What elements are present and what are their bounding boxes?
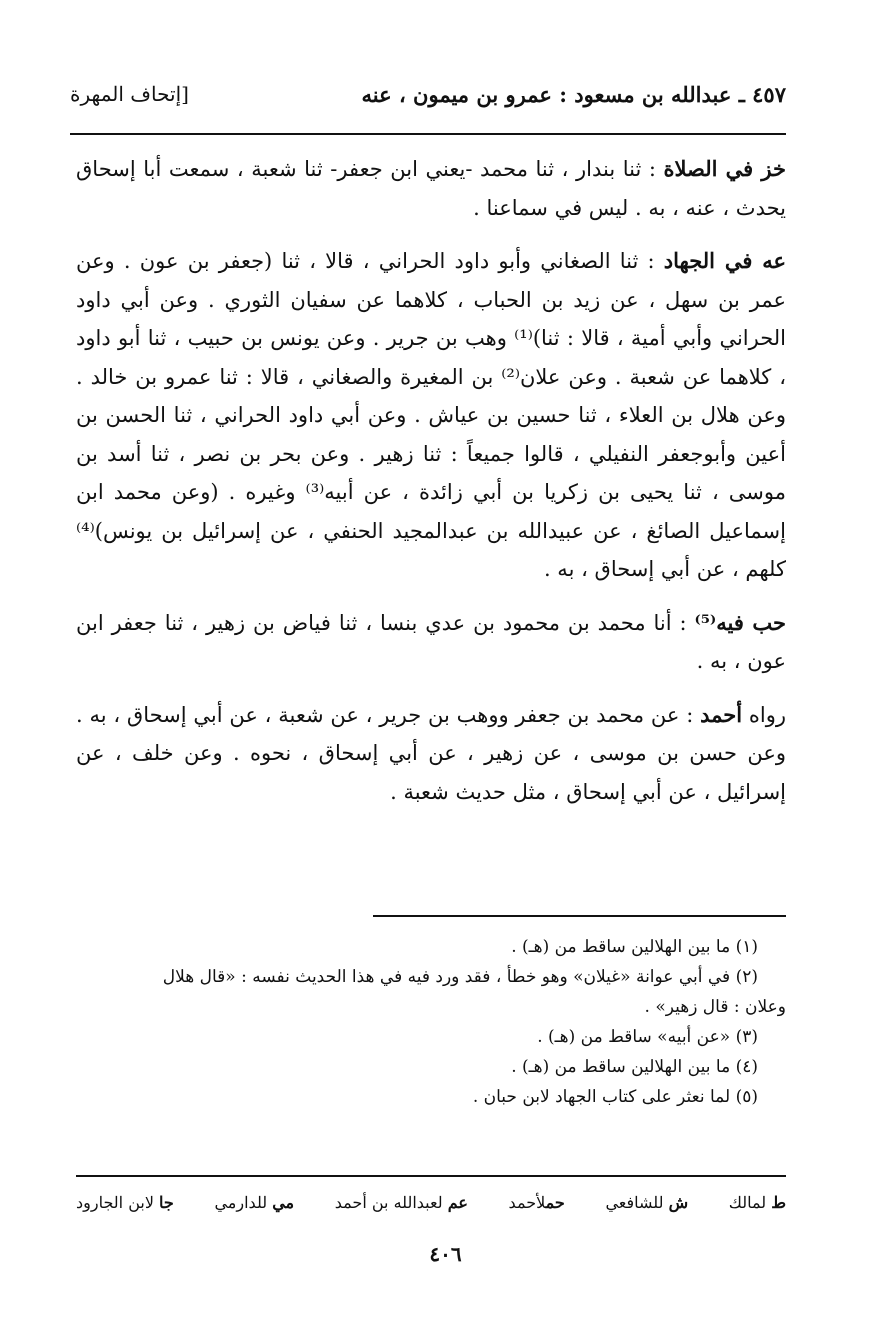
paragraph-khuz [76, 150, 786, 227]
footnote-divider [373, 915, 786, 917]
sigla-label: للشافعي [605, 1193, 664, 1212]
header-book-name: [إتحاف المهرة [70, 82, 189, 106]
paragraph-ahmad [76, 696, 786, 812]
sigla-label: لابن الجارود [76, 1193, 154, 1212]
sigla-divider [76, 1175, 786, 1177]
footnote-5: (٥) لما نعثر على كتاب الجهاد لابن حبان . [472, 1087, 758, 1107]
sigla-code: عم [447, 1193, 468, 1212]
sigla-item [509, 1188, 565, 1218]
sigla-item [214, 1188, 294, 1218]
page-number: ٤٠٦ [429, 1242, 462, 1266]
paragraph-text: : ثنا بندار ، ثنا محمد -يعني ابن جعفر- ثنا شعبة ، سمعت أبا إسحاق يحدث ، عنه ، به . ليس في سماعنا . [76, 157, 786, 220]
running-header [70, 82, 786, 118]
paragraph-lead: عه في الجهاد [663, 248, 787, 273]
header-title: ٤٥٧ ـ عبدالله بن مسعود : عمرو بن ميمون ، عنه [361, 82, 786, 107]
sigla-code: حم [545, 1193, 565, 1212]
header-divider [70, 133, 786, 135]
sigla-item [335, 1188, 468, 1218]
footnote-3: (٣) «عن أبيه» ساقط من (هـ) . [537, 1027, 758, 1047]
sigla-label: لعبدالله بن أحمد [334, 1193, 443, 1212]
footnote-1: (١) ما بين الهلالين ساقط من (هـ) . [511, 937, 758, 957]
paragraph-lead: حب فيه⁽⁵⁾ [694, 609, 787, 635]
footnotes [76, 932, 786, 1112]
paragraph-text: : ثنا الصغاني وأبو داود الحراني ، قالا ، ثنا (جعفر بن عون . وعن عمر بن سهل ، عن زيد بن الحباب ، كلاهما عن سفيان الثوري . وعن أبي داود الحراني وأبي أمية ، قالا : ثنا)⁽¹⁾ وهب بن جرير . وعن يونس بن حبيب ، ثنا أبو داود ، كلاهما عن شعبة . وعن علان⁽²⁾ بن المغيرة والصغاني ، قالا : ثنا عمرو بن خالد . وعن هلال بن العلاء ، ثنا حسين بن عياش . وعن أبي داود الحراني ، ثنا الحسن بن أعين وأبوجعفر النفيلي ، قالوا جميعاً : ثنا زهير . وعن بحر بن نصر ، ثنا أسد بن موسى ، ثنا يحيى بن زكريا بن أبي زائدة ، عن أبيه⁽³⁾ وغيره . (وعن محمد ابن إسماعيل الصائغ ، عن عبيدالله بن عبدالمجيد الحنفي ، عن إسرائيل بن يونس)⁽⁴⁾ كلهم ، عن أبي إسحاق ، به . [76, 249, 787, 581]
footnote-2: (٢) في أبي عوانة «غيلان» وهو خطأ ، فقد ورد فيه في هذا الحديث نفسه : «قال هلال [162, 967, 758, 987]
sigla-label: لمالك [728, 1193, 767, 1212]
footnote-4: (٤) ما بين الهلالين ساقط من (هـ) . [511, 1057, 758, 1077]
paragraph-lead: خز في الصلاة [663, 156, 786, 181]
sigla-item [729, 1188, 786, 1218]
paragraph-awana [76, 242, 786, 589]
footnote-2-continued: وعلان : قال زهير» . [644, 997, 786, 1017]
sigla-item [605, 1188, 688, 1218]
paragraph-text: : عن محمد بن جعفر ووهب بن جرير ، عن شعبة ، عن أبي إسحاق ، به . وعن حسن بن موسى ، عن زهير ، عن أبي إسحاق ، نحوه . وعن خلف ، عن إسرائيل ، عن أبي إسحاق ، مثل حديث شعبة . [76, 702, 786, 804]
sigla-code: ش [668, 1193, 689, 1212]
sigla-label: لأحمد [508, 1193, 546, 1212]
sigla-code: مي [272, 1193, 295, 1212]
main-text [76, 150, 786, 826]
sigla-row [76, 1188, 786, 1218]
paragraph-hibban [76, 604, 786, 681]
sigla-code: ط [771, 1193, 786, 1212]
sigla-item [76, 1188, 174, 1218]
paragraph-lead: أحمد [700, 701, 743, 727]
paragraph-text: : أنا محمد بن محمود بن عدي بنسا ، ثنا فياض بن زهير ، ثنا جعفر ابن عون ، به . [76, 610, 786, 673]
sigla-code: جا [159, 1193, 174, 1212]
sigla-label: للدارمي [214, 1193, 268, 1212]
paragraph-prefix: رواه [742, 702, 786, 727]
sigla-legend [76, 1188, 786, 1218]
